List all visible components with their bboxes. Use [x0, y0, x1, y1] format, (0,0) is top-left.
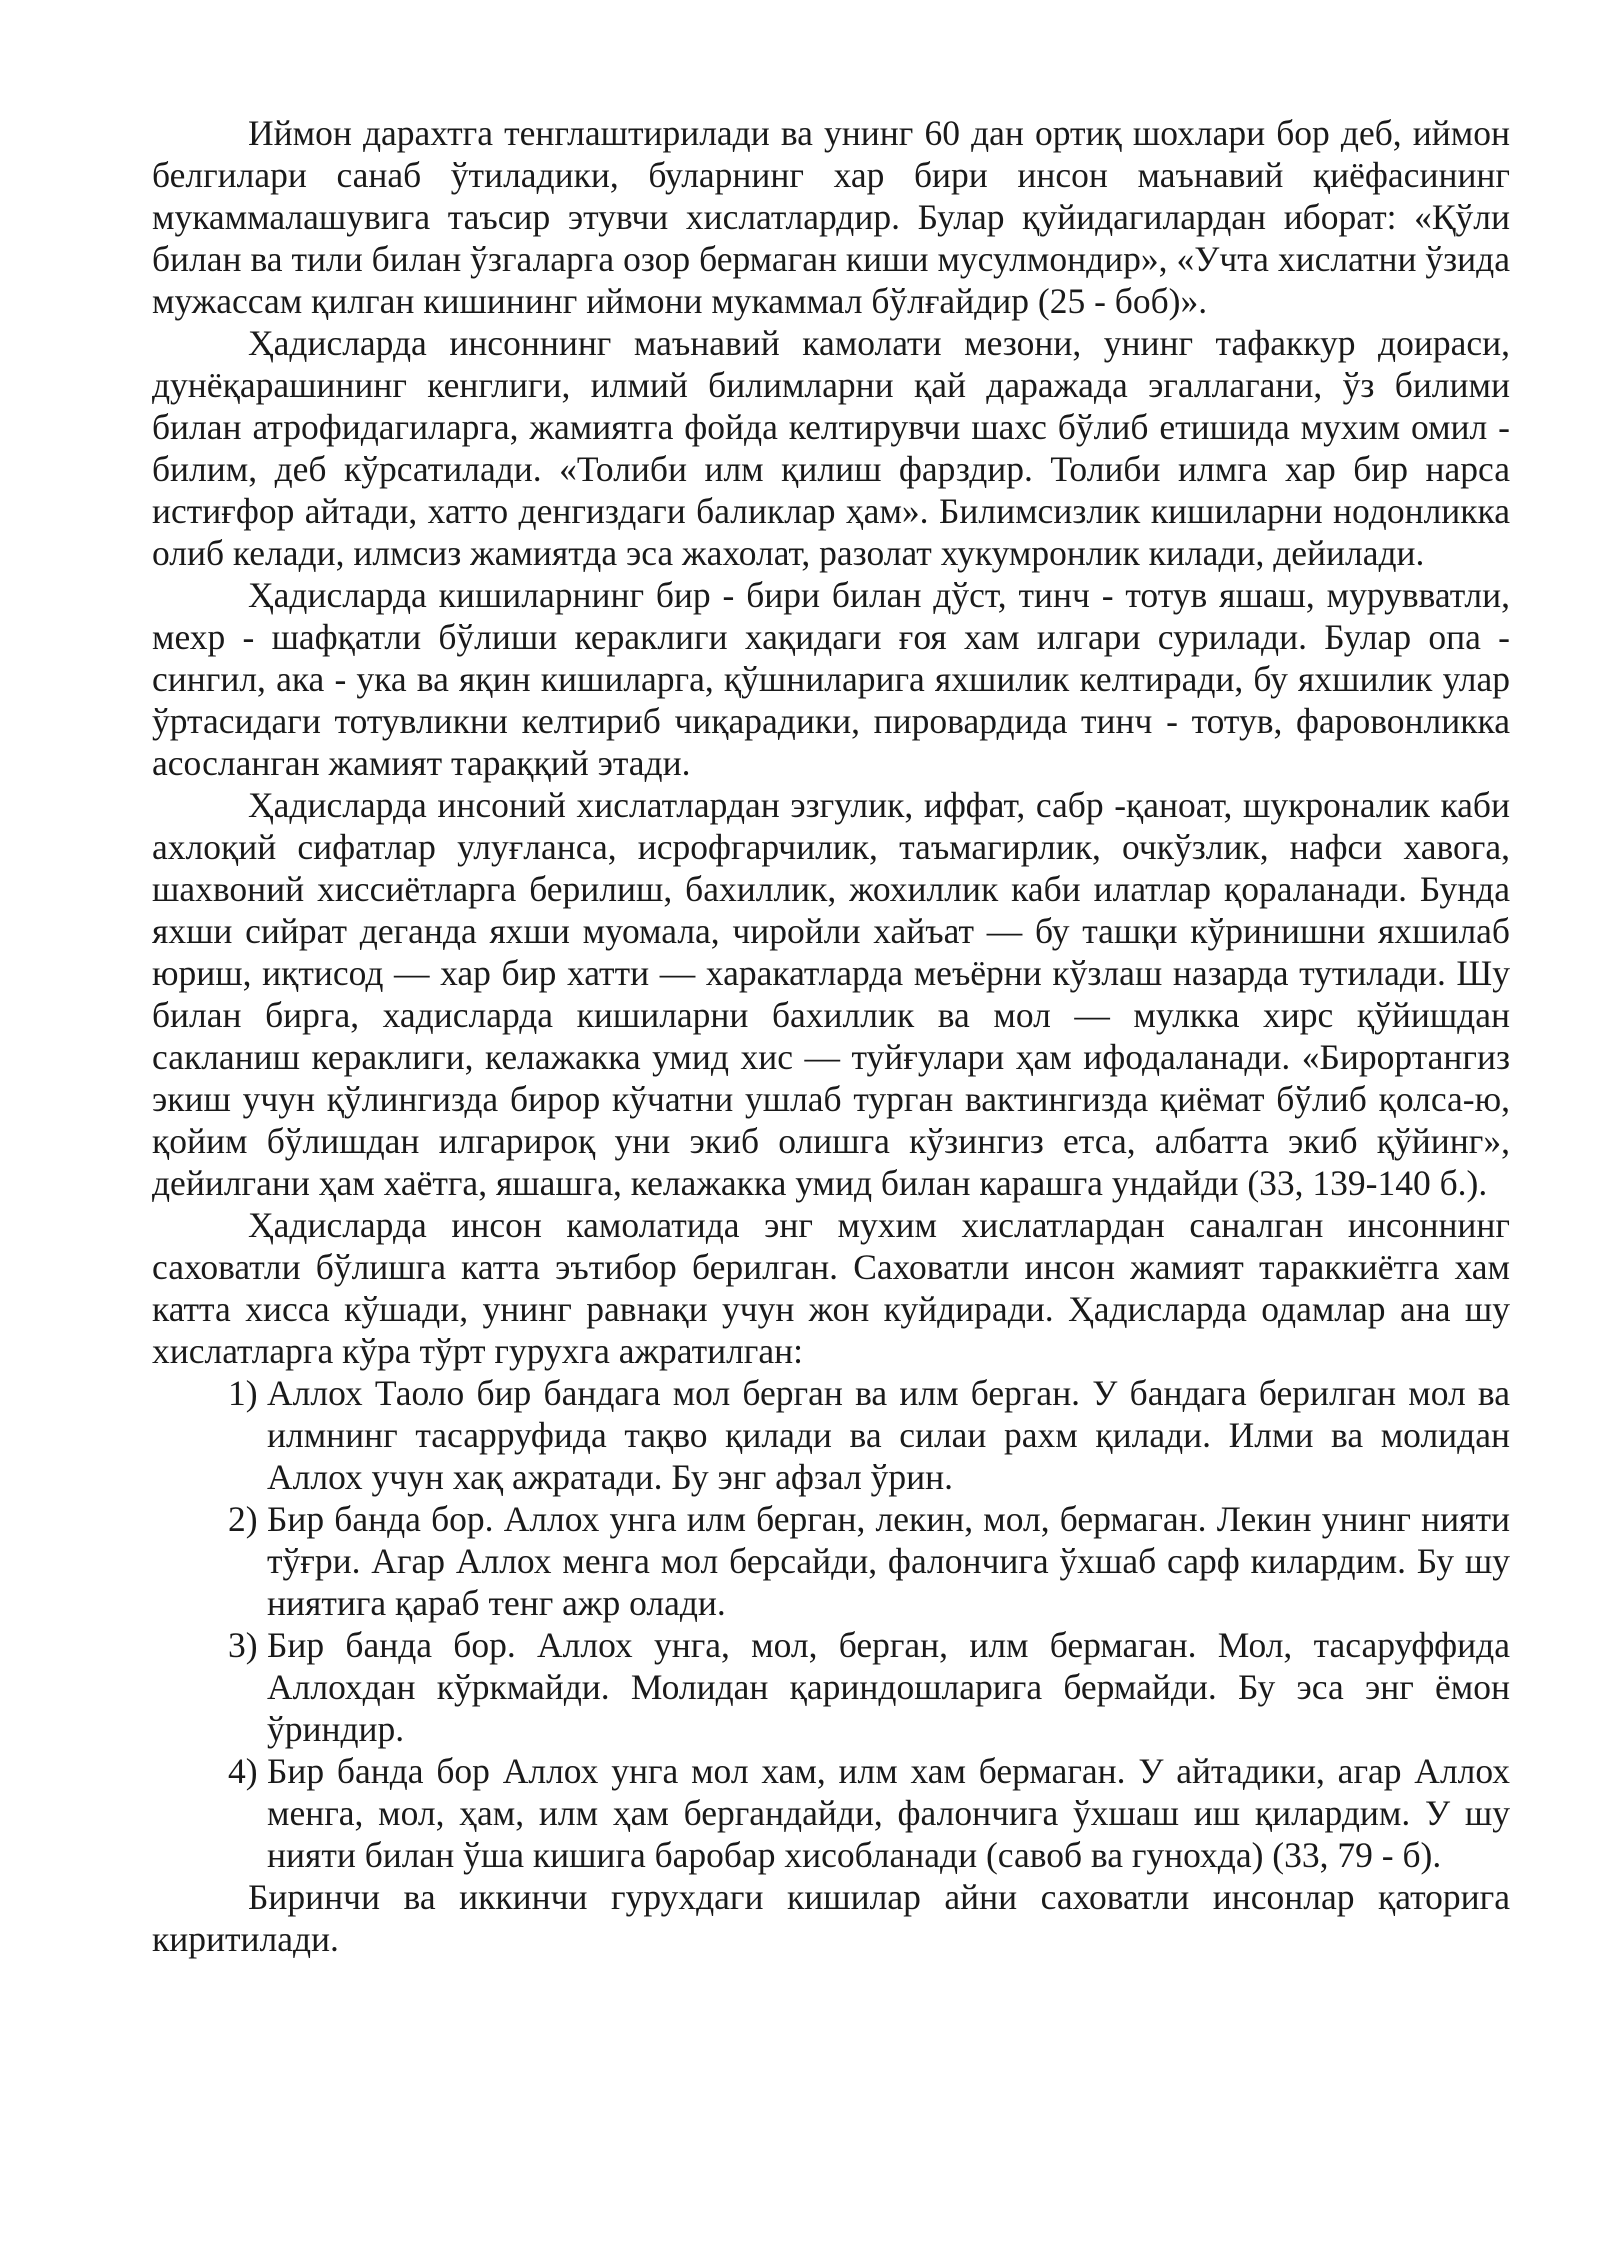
paragraph-generosity: Ҳадисларда инсон камолатида энг мухим хислатлардан саналган инсоннинг саховатли бўлишга катта эътибор берилган. Саховатли инсон жамият тараккиётга хам катта хисса кўшади, унинг равнақи учун жон куйдиради. Ҳадисларда одамлар ана шу хислатларга кўра тўрт гурухга ажратилган: — [152, 1205, 1510, 1371]
four-groups-list — [152, 1372, 1510, 1876]
paragraph-iman: Иймон дарахтга тенглаштирилади ва унинг 60 дан ортиқ шохлари бор деб, иймон белгилари санаб ўтиладики, буларнинг хар бири инсон маънавий қиёфасининг мукаммалашувига таъсир этувчи хислатлардир. Булар қуйидагилардан иборат: «Қўли билан ва тили билан ўзгаларга озор бермаган киши мусулмондир», «Учта хислатни ўзида мужассам қилган кишининг иймони мукаммал бўлғайдир (25 - боб)». — [152, 113, 1510, 321]
list-item-text: Бир банда бор. Аллох унга, мол, берган, илм бермаган. Мол, тасаруффида Аллохдан кўркмайди. Молидан қариндошларига бермайди. Бу эса энг ёмон ўриндир. — [267, 1625, 1510, 1749]
list-item — [152, 1624, 1510, 1750]
document-page — [152, 112, 1510, 1960]
paragraph-conclusion: Биринчи ва иккинчи гурухдаги кишилар айни саховатли инсонлар қаторига киритилади. — [152, 1877, 1510, 1959]
list-item-number: 4) — [228, 1751, 258, 1791]
list-item-text: Бир банда бор. Аллох унга илм берган, лекин, мол, бермаган. Лекин унинг нияти тўғри. Агар Аллох менга мол берсайди, фалончига ўхшаб сарф килардим. Бу шу ниятига қараб тенг ажр олади. — [267, 1499, 1510, 1623]
paragraph-virtues: Ҳадисларда инсоний хислатлардан эзгулик, иффат, сабр -қаноат, шукроналик каби ахлоқий сифатлар улуғланса, исрофгарчилик, таъмагирлик, очкўзлик, нафси хавога, шахвоний хиссиётларга берилиш, бахиллик, жохиллик каби илатлар қораланади. Бунда яхши сийрат деганда яхши муомала, чиройли хайъат — бу ташқи кўринишни яхшилаб юриш, иқтисод — хар бир хатти — харакатларда меъёрни кўзлаш назарда тутилади. Шу билан бирга, хадисларда кишиларни бахиллик ва мол — мулкка хирс қўйишдан сакланиш кераклиги, келажакка умид хис — туйғулари ҳам ифодаланади. «Бирортангиз экиш учун қўлингизда бирор кўчатни ушлаб турган вактингизда қиёмат бўлиб қолса-ю, қойим бўлишдан илгарироқ уни экиб олишга кўзингиз етса, албатта экиб қўйинг», дейилгани ҳам хаётга, яшашга, келажакка умид билан карашга ундайди (33, 139-140 б.). — [152, 785, 1510, 1203]
paragraph-knowledge: Ҳадисларда инсоннинг маънавий камолати мезони, унинг тафаккур доираси, дунёқарашининг кенглиги, илмий билимларни қай даражада эгаллагани, ўз билими билан атрофидагиларга, жамиятга фойда келтирувчи шахс бўлиб етишида мухим омил - билим, деб кўрсатилади. «Толиби илм қилиш фарздир. Толиби илмга хар бир нарса истиғфор айтади, хатто денгиздаги баликлар ҳам». Билимсизлик кишиларни нодонликка олиб келади, илмсиз жамиятда эса жахолат, разолат хукумронлик килади, дейилади. — [152, 323, 1510, 573]
list-item-number: 3) — [228, 1625, 258, 1665]
list-item-number: 2) — [228, 1499, 258, 1539]
list-item-number: 1) — [228, 1373, 258, 1413]
paragraph-friendship: Ҳадисларда кишиларнинг бир - бири билан дўст, тинч - тотув яшаш, мурувватли, мехр - шафқатли бўлиши кераклиги хақидаги ғоя хам илгари сурилади. Булар опа - сингил, ака - ука ва яқин кишиларга, қўшниларига яхшилик келтиради, бу яхшилик улар ўртасидаги тотувликни келтириб чиқарадики, пировардида тинч - тотув, фаровонликка асосланган жамият тараққий этади. — [152, 575, 1510, 783]
list-item — [152, 1750, 1510, 1876]
list-item-text: Аллох Таоло бир бандага мол берган ва илм берган. У бандага берилган мол ва илмнинг тасарруфида тақво қилади ва силаи рахм қилади. Илми ва молидан Аллох учун хақ ажратади. Бу энг афзал ўрин. — [267, 1373, 1510, 1497]
list-item — [152, 1372, 1510, 1498]
list-item-text: Бир банда бор Аллох унга мол хам, илм хам бермаган. У айтадики, агар Аллох менга, мол, ҳам, илм ҳам бергандайди, фалончига ўхшаш иш қилардим. У шу нияти билан ўша кишига баробар хисобланади (савоб ва гунохда) (33, 79 - б). — [267, 1751, 1510, 1875]
list-item — [152, 1498, 1510, 1624]
